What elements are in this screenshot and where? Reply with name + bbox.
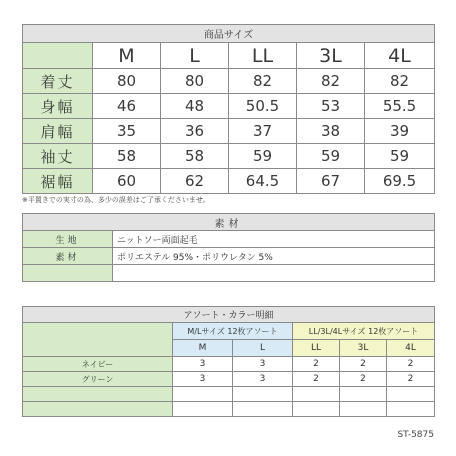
size-table-title: 商品サイズ: [23, 25, 435, 43]
assort-qty: [173, 387, 233, 402]
size-row: [23, 144, 435, 169]
assort-qty: [293, 402, 340, 417]
assort-row: [23, 402, 435, 417]
material-row: [23, 231, 435, 248]
size-value: 59: [365, 144, 435, 169]
size-col-ll: LL: [229, 43, 297, 69]
size-row: [23, 94, 435, 119]
assort-table: [22, 306, 435, 417]
material-row-label: [23, 265, 113, 282]
assort-qty: 2: [387, 357, 435, 372]
assort-group-ml: M/Lサイズ 12枚アソート: [173, 323, 293, 340]
size-value: 48: [161, 94, 229, 119]
assort-color-label: [23, 387, 173, 402]
size-row-label: 裾幅: [23, 169, 93, 194]
assort-qty: [293, 387, 340, 402]
assort-qty: [340, 402, 387, 417]
assort-qty: [387, 402, 435, 417]
size-value: 80: [161, 69, 229, 94]
size-value: 55.5: [365, 94, 435, 119]
size-value: 62: [161, 169, 229, 194]
size-value: 39: [365, 119, 435, 144]
product-code: ST-5875: [397, 430, 434, 440]
size-value: 67: [297, 169, 365, 194]
assort-row: [23, 357, 435, 372]
assort-row: [23, 387, 435, 402]
size-value: 80: [93, 69, 161, 94]
material-value: [113, 265, 435, 282]
assort-qty: 3: [173, 357, 233, 372]
measurement-note: ※平置きでの実寸の為、多少の誤差はご了承くださいませ。: [22, 196, 210, 204]
assort-qty: [340, 387, 387, 402]
size-value: 82: [365, 69, 435, 94]
size-value: 59: [229, 144, 297, 169]
assort-corner-cell: [23, 323, 173, 357]
size-corner-cell: [23, 43, 93, 69]
size-row: [23, 69, 435, 94]
size-row-label: 身幅: [23, 94, 93, 119]
size-value: 60: [93, 169, 161, 194]
assort-color-label: グリーン: [23, 372, 173, 387]
size-value: 37: [229, 119, 297, 144]
size-value: 46: [93, 94, 161, 119]
assort-size-m: M: [173, 340, 233, 357]
size-col-4l: 4L: [365, 43, 435, 69]
assort-table-title: アソート・カラー明細: [23, 307, 435, 323]
size-value: 53: [297, 94, 365, 119]
assort-qty: [233, 402, 293, 417]
assort-qty: 2: [293, 372, 340, 387]
material-row: [23, 265, 435, 282]
size-table: [22, 24, 435, 194]
size-row-label: 肩幅: [23, 119, 93, 144]
assort-qty: 2: [340, 372, 387, 387]
material-table: [22, 213, 435, 282]
material-table-title: 素材: [23, 214, 435, 231]
size-value: 50.5: [229, 94, 297, 119]
material-row-label: 生地: [23, 231, 113, 248]
assort-size-ll: LL: [293, 340, 340, 357]
size-row-label: 袖丈: [23, 144, 93, 169]
assort-size-3l: 3L: [340, 340, 387, 357]
assort-qty: 3: [233, 357, 293, 372]
assort-qty: [233, 387, 293, 402]
size-value: 82: [297, 69, 365, 94]
assort-qty: 3: [173, 372, 233, 387]
assort-color-label: ネイビー: [23, 357, 173, 372]
assort-qty: 2: [340, 357, 387, 372]
size-value: 38: [297, 119, 365, 144]
assort-group-ll-3l-4l: LL/3L/4Lサイズ 12枚アソート: [293, 323, 435, 340]
size-col-m: M: [93, 43, 161, 69]
size-value: 59: [297, 144, 365, 169]
size-col-3l: 3L: [297, 43, 365, 69]
size-value: 69.5: [365, 169, 435, 194]
assort-size-4l: 4L: [387, 340, 435, 357]
assort-qty: [387, 387, 435, 402]
assort-row: [23, 372, 435, 387]
assort-qty: 3: [233, 372, 293, 387]
material-row: [23, 248, 435, 265]
size-value: 35: [93, 119, 161, 144]
size-col-l: L: [161, 43, 229, 69]
assort-qty: [173, 402, 233, 417]
assort-qty: 2: [387, 372, 435, 387]
size-value: 58: [161, 144, 229, 169]
size-row: [23, 119, 435, 144]
size-value: 58: [93, 144, 161, 169]
assort-qty: 2: [293, 357, 340, 372]
material-value: ポリエステル 95%・ポリウレタン 5%: [113, 248, 435, 265]
size-value: 64.5: [229, 169, 297, 194]
size-row-label: 着丈: [23, 69, 93, 94]
material-value: ニットソー両面起毛: [113, 231, 435, 248]
assort-color-label: [23, 402, 173, 417]
assort-size-l: L: [233, 340, 293, 357]
material-row-label: 素材: [23, 248, 113, 265]
size-row: [23, 169, 435, 194]
size-value: 36: [161, 119, 229, 144]
size-value: 82: [229, 69, 297, 94]
